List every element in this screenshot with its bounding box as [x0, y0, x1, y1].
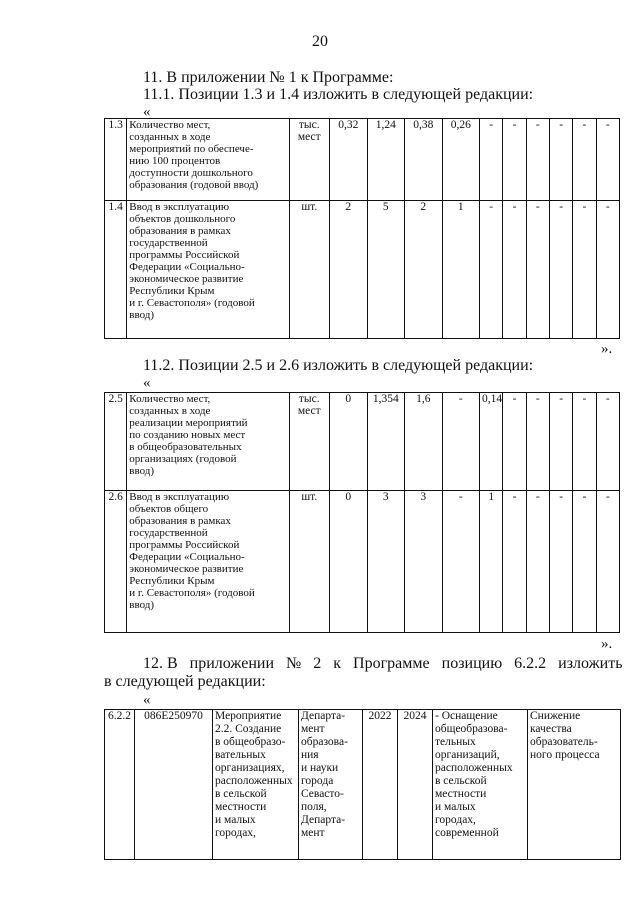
value-cell: 3	[367, 491, 405, 633]
positions-table-2	[104, 392, 620, 633]
value-cell: 1,24	[367, 119, 405, 201]
year-start: 2022	[363, 710, 398, 860]
close-quote-1: ».	[601, 341, 613, 357]
section-12-heading-line1: 12. В приложении № 2 к Программе позицию 6.2.2 изложить	[143, 655, 623, 672]
value-cell: -	[573, 119, 596, 201]
close-quote-2: ».	[601, 636, 613, 652]
value-cell: -	[596, 491, 619, 633]
value-cell: -	[549, 393, 572, 491]
value-cell: -	[526, 393, 549, 491]
event-content: - Оснащение общеобразова- тельных организаций, расположенных в сельской местности и малых городах, современной	[433, 710, 528, 860]
section-11-2-heading: 11.2. Позиции 2.5 и 2.6 изложить в следующей редакции:	[143, 357, 534, 374]
value-cell: 0,32	[330, 119, 368, 201]
value-cell: -	[596, 393, 619, 491]
value-cell: -	[573, 491, 596, 633]
value-cell: 3	[405, 491, 443, 633]
value-cell: -	[573, 393, 596, 491]
row-number: 6.2.2	[105, 710, 135, 860]
value-cell: 0	[330, 491, 368, 633]
open-quote-3: «	[143, 692, 151, 708]
row-unit: шт.	[289, 201, 330, 339]
value-cell: -	[549, 491, 572, 633]
row-description: Количество мест, созданных в ходе мероприятий по обеспече- нию 100 процентов доступности дошкольного образования (годовой ввод)	[127, 119, 289, 201]
row-unit: шт.	[289, 491, 330, 633]
positions-table-1	[104, 118, 620, 339]
row-number: 2.6	[105, 491, 127, 633]
open-quote-1: «	[143, 104, 151, 120]
value-cell: 5	[367, 201, 405, 339]
value-cell: -	[596, 119, 619, 201]
value-cell: -	[549, 119, 572, 201]
section-11-heading: 11. В приложении № 1 к Программе:	[143, 69, 394, 86]
value-cell: -	[526, 201, 549, 339]
event-result: Снижение качества образователь- ного процесса	[528, 710, 621, 860]
row-number: 1.4	[105, 201, 127, 339]
value-cell: 1,354	[367, 393, 405, 491]
table-row	[105, 491, 620, 633]
value-cell: 0,26	[442, 119, 480, 201]
value-cell: -	[526, 491, 549, 633]
value-cell: -	[503, 393, 526, 491]
row-description: Количество мест, созданных в ходе реализации мероприятий по созданию новых мест в общеобразовательных организациях (годовой ввод)	[127, 393, 289, 491]
row-unit: тыс. мест	[289, 393, 330, 491]
row-description: Ввод в эксплуатацию объектов общего образования в рамках государственной программы Российской Федерации «Социально- экономическое развитие Республики Крым и г. Севастополя» (годовой ввод)	[127, 491, 289, 633]
value-cell: -	[442, 491, 480, 633]
executor: Департа- мент образова- ния и науки города Севасто- поля, Департа- мент	[299, 710, 363, 860]
value-cell: -	[526, 119, 549, 201]
table-row	[105, 393, 620, 491]
open-quote-2: «	[143, 375, 151, 391]
value-cell: 2	[405, 201, 443, 339]
row-description: Ввод в эксплуатацию объектов дошкольного образования в рамках государственной программы Российской Федерации «Социально- экономическое развитие Республики Крым и г. Севастополя» (годовой ввод)	[127, 201, 289, 339]
page-number: 20	[312, 33, 328, 50]
row-number: 2.5	[105, 393, 127, 491]
value-cell: -	[480, 201, 503, 339]
position-table-3	[104, 709, 621, 860]
row-number: 1.3	[105, 119, 127, 201]
section-11-1-heading: 11.1. Позиции 1.3 и 1.4 изложить в следующей редакции:	[143, 86, 534, 103]
value-cell: -	[503, 491, 526, 633]
budget-code: 086E250970	[135, 710, 213, 860]
value-cell: -	[480, 119, 503, 201]
event-description: Мероприятие 2.2. Создание в общеобразо- вательных организациях, расположенных в сельской местности и малых городах,	[213, 710, 299, 860]
value-cell: 0,14	[480, 393, 503, 491]
table-row	[105, 119, 620, 201]
value-cell: -	[596, 201, 619, 339]
value-cell: 2	[330, 201, 368, 339]
value-cell: -	[442, 393, 480, 491]
value-cell: -	[549, 201, 572, 339]
value-cell: 1	[442, 201, 480, 339]
value-cell: -	[573, 201, 596, 339]
value-cell: 1,6	[405, 393, 443, 491]
value-cell: -	[503, 119, 526, 201]
value-cell: 1	[480, 491, 503, 633]
section-12-heading-line2: в следующей редакции:	[104, 673, 266, 690]
value-cell: 0,38	[405, 119, 443, 201]
table-row	[105, 201, 620, 339]
year-end: 2024	[398, 710, 433, 860]
table-row	[105, 710, 621, 860]
value-cell: 0	[330, 393, 368, 491]
value-cell: -	[503, 201, 526, 339]
row-unit: тыс. мест	[289, 119, 330, 201]
